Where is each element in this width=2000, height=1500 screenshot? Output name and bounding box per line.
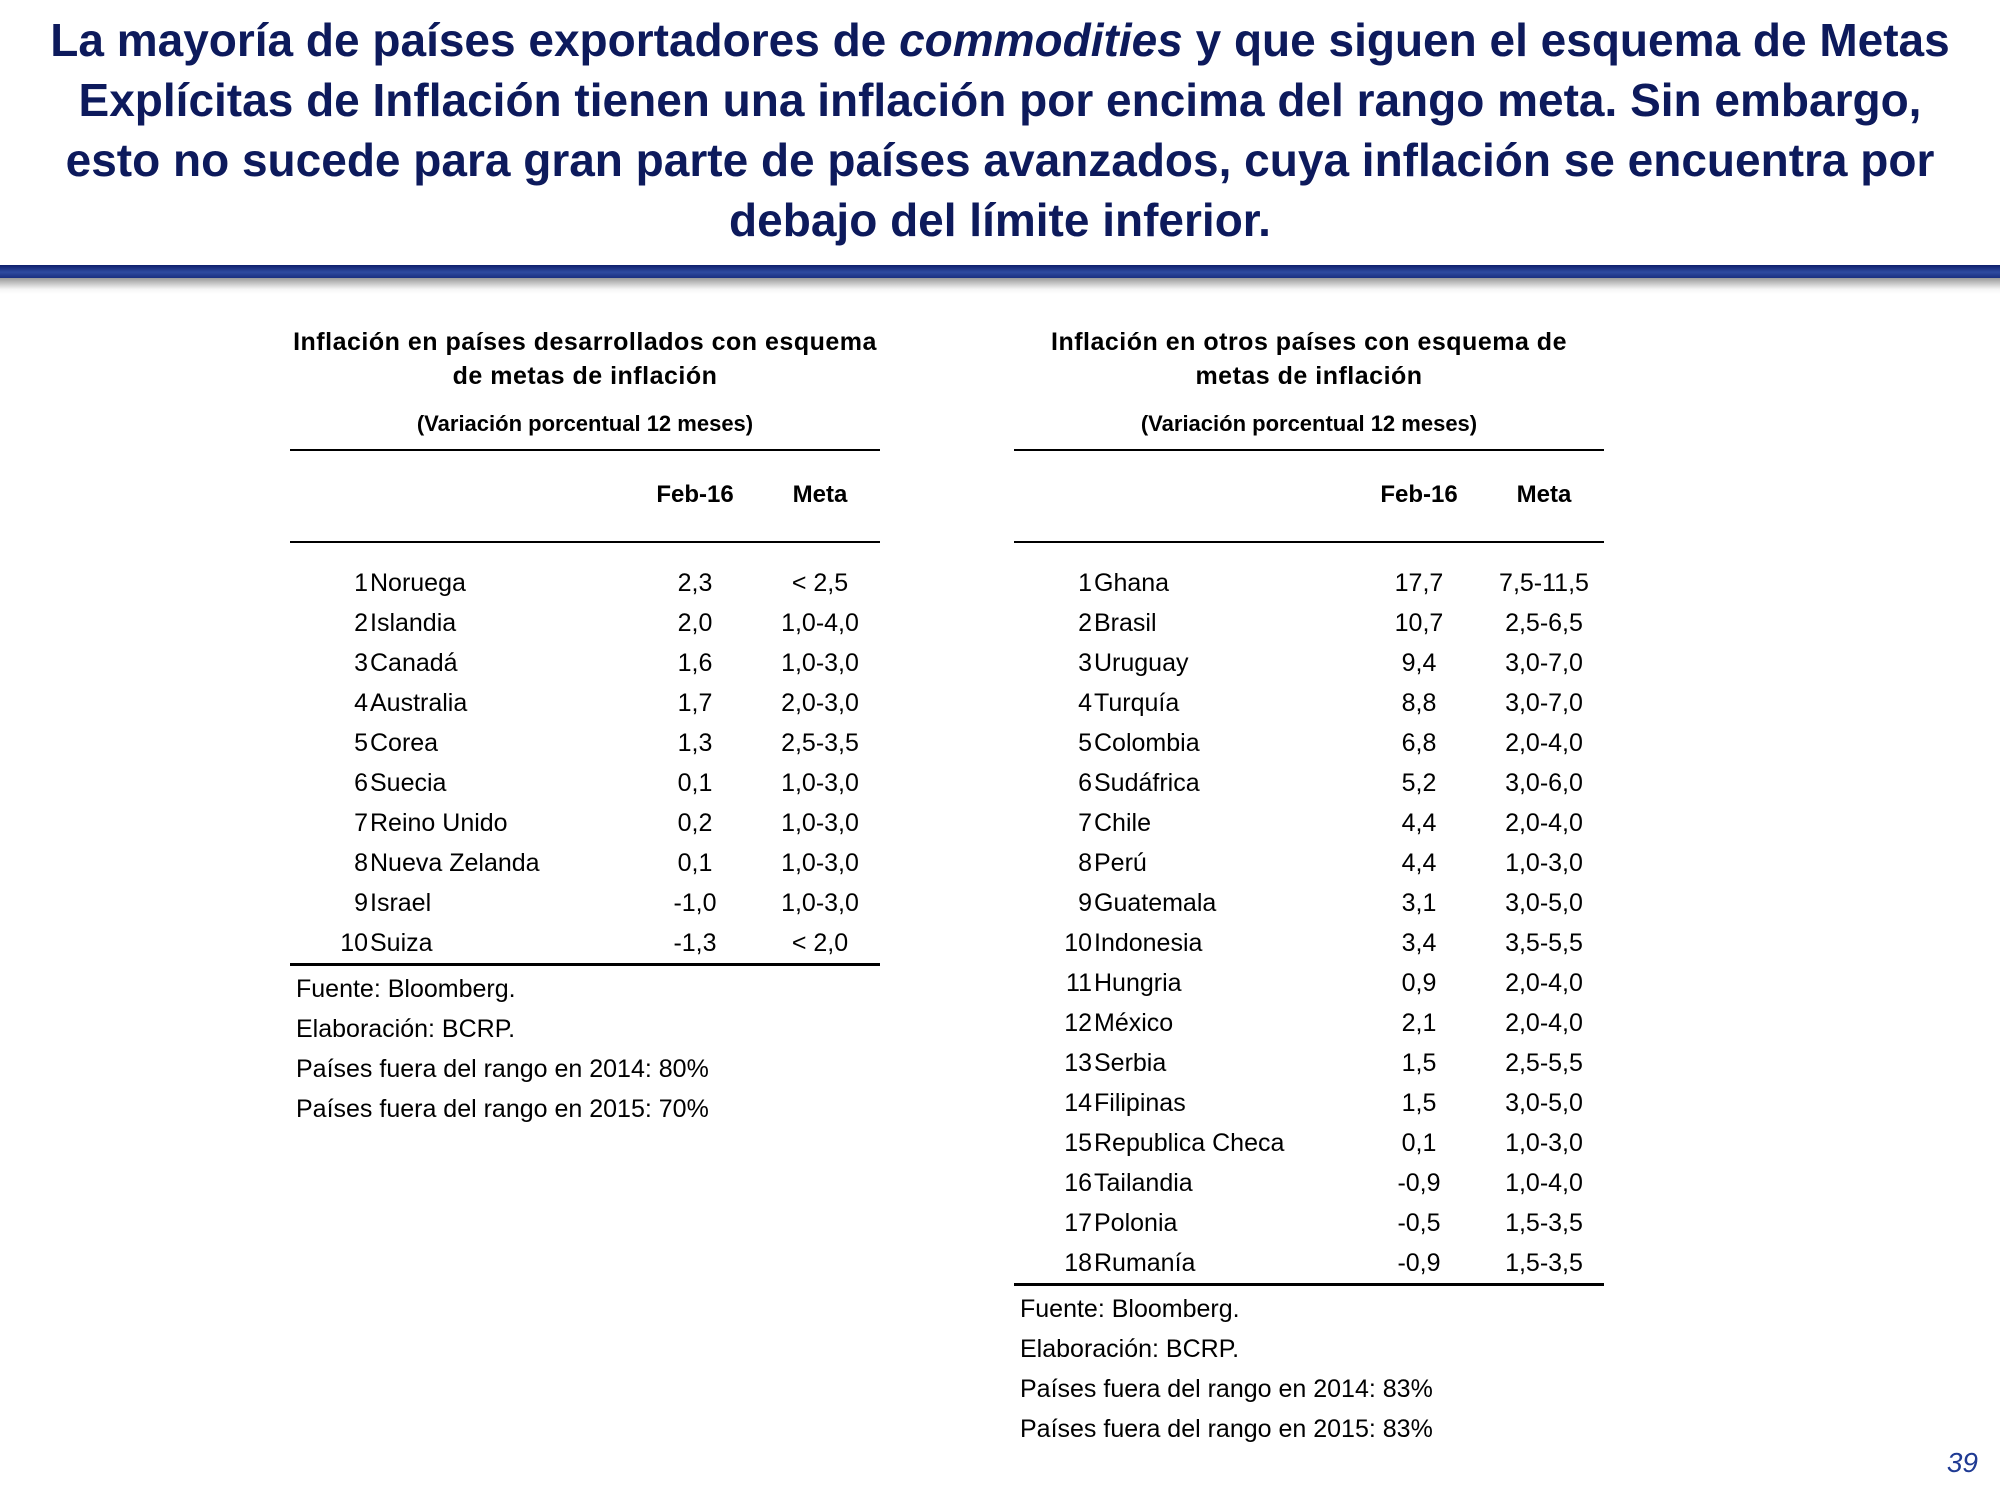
row-feb-value: 10,7 (1394, 609, 1444, 637)
row-country: Perú (1094, 849, 1147, 877)
row-meta-range: 2,5-5,5 (1505, 1049, 1583, 1077)
row-meta-range: 1,0-3,0 (781, 649, 859, 677)
row-meta-range: 1,0-3,0 (1505, 1129, 1583, 1157)
row-meta-range: 2,5-3,5 (781, 729, 859, 757)
row-feb-value: 2,1 (1401, 1009, 1437, 1037)
row-feb-value: 0,1 (677, 769, 713, 797)
row-feb-value: -1,0 (673, 889, 717, 917)
row-number: 5 (354, 729, 368, 757)
table-row (1014, 763, 1604, 803)
table-row (1014, 923, 1604, 963)
col-header-feb: Feb-16 (656, 481, 734, 508)
row-meta-range: 2,0-4,0 (1505, 1009, 1583, 1037)
row-country: Filipinas (1094, 1089, 1186, 1117)
table-body (1014, 543, 1604, 1283)
developed-countries-table (290, 325, 880, 1129)
row-meta-range: 1,0-3,0 (781, 889, 859, 917)
table-notes (290, 966, 880, 1129)
row-feb-value: 4,4 (1401, 849, 1437, 877)
table-row (1014, 1123, 1604, 1163)
row-meta-range: 7,5-11,5 (1499, 569, 1589, 597)
row-country: Polonia (1094, 1209, 1178, 1237)
table-row (1014, 643, 1604, 683)
other-countries-table (1014, 325, 1604, 1449)
row-number: 18 (1064, 1249, 1092, 1277)
row-meta-range: 1,5-3,5 (1505, 1209, 1583, 1237)
row-number: 16 (1064, 1169, 1092, 1197)
row-meta-range: 3,0-7,0 (1505, 649, 1583, 677)
col-header-meta: Meta (1516, 481, 1572, 508)
table-row (290, 683, 880, 723)
row-number: 6 (1078, 769, 1092, 797)
row-meta-range: 3,0-6,0 (1505, 769, 1583, 797)
table-title: Inflación en otros países con esquema de metas de inflación (1051, 328, 1567, 390)
title-divider-shadow (0, 278, 2000, 294)
table-row (290, 643, 880, 683)
table-row (1014, 803, 1604, 843)
row-meta-range: 1,0-3,0 (1505, 849, 1583, 877)
row-country: Hungria (1094, 969, 1182, 997)
row-number: 5 (1078, 729, 1092, 757)
table-notes (1014, 1286, 1604, 1449)
table-note: Países fuera del rango en 2014: 80% (296, 1055, 709, 1083)
table-row (290, 763, 880, 803)
table-row (1014, 883, 1604, 923)
row-meta-range: 1,0-3,0 (781, 809, 859, 837)
row-number: 8 (1078, 849, 1092, 877)
row-meta-range: 3,0-7,0 (1505, 689, 1583, 717)
row-feb-value: 8,8 (1401, 689, 1437, 717)
row-number: 10 (340, 929, 368, 957)
row-number: 14 (1064, 1089, 1092, 1117)
row-feb-value: -0,5 (1397, 1209, 1441, 1237)
row-feb-value: 0,9 (1401, 969, 1437, 997)
table-subtitle: (Variación porcentual 12 meses) (416, 411, 754, 436)
table-row (1014, 1003, 1604, 1043)
row-meta-range: 3,0-5,0 (1505, 889, 1583, 917)
row-number: 7 (354, 809, 368, 837)
table-subtitle: (Variación porcentual 12 meses) (1140, 411, 1478, 436)
row-feb-value: 0,2 (677, 809, 713, 837)
table-note: Elaboración: BCRP. (1020, 1335, 1240, 1363)
row-feb-value: 1,6 (677, 649, 713, 677)
row-feb-value: 2,3 (677, 569, 713, 597)
row-number: 6 (354, 769, 368, 797)
row-number: 9 (354, 889, 368, 917)
row-number: 8 (354, 849, 368, 877)
row-feb-value: 1,7 (677, 689, 713, 717)
row-feb-value: 0,1 (677, 849, 713, 877)
row-meta-range: 2,0-3,0 (781, 689, 859, 717)
row-number: 10 (1064, 929, 1092, 957)
col-header-meta: Meta (792, 481, 848, 508)
row-country: Canadá (370, 649, 458, 677)
row-number: 12 (1064, 1009, 1092, 1037)
row-country: Rumanía (1094, 1249, 1196, 1277)
row-number: 9 (1078, 889, 1092, 917)
table-row (290, 723, 880, 763)
table-row (1014, 723, 1604, 763)
table-row (1014, 1043, 1604, 1083)
row-meta-range: < 2,0 (791, 929, 849, 957)
table-row (290, 843, 880, 883)
row-country: Turquía (1094, 689, 1180, 717)
table-row (290, 603, 880, 643)
row-country: Republica Checa (1094, 1129, 1285, 1157)
row-feb-value: 6,8 (1401, 729, 1437, 757)
row-feb-value: 0,1 (1401, 1129, 1437, 1157)
row-feb-value: 5,2 (1401, 769, 1437, 797)
row-country: Uruguay (1094, 649, 1189, 677)
table-note: Países fuera del rango en 2015: 83% (1020, 1415, 1433, 1443)
row-country: Brasil (1094, 609, 1157, 637)
row-number: 2 (354, 609, 368, 637)
row-meta-range: 3,0-5,0 (1505, 1089, 1583, 1117)
row-feb-value: 4,4 (1401, 809, 1437, 837)
row-country: Tailandia (1094, 1169, 1193, 1197)
row-feb-value: 3,1 (1401, 889, 1437, 917)
row-meta-range: 1,0-4,0 (781, 609, 859, 637)
row-meta-range: 1,0-3,0 (781, 769, 859, 797)
row-feb-value: 17,7 (1394, 569, 1444, 597)
row-country: Indonesia (1094, 929, 1203, 957)
row-meta-range: 2,0-4,0 (1505, 809, 1583, 837)
row-country: Reino Unido (370, 809, 508, 837)
table-body (290, 543, 880, 963)
row-country: Israel (370, 889, 432, 917)
title-part-1: La mayoría de países exportadores de (50, 14, 900, 66)
row-number: 3 (1078, 649, 1092, 677)
table-header (1014, 451, 1604, 541)
row-meta-range: 3,5-5,5 (1505, 929, 1583, 957)
row-feb-value: 1,3 (677, 729, 713, 757)
row-meta-range: < 2,5 (791, 569, 849, 597)
row-country: Islandia (370, 609, 457, 637)
table-row (290, 923, 880, 963)
row-feb-value: 2,0 (677, 609, 713, 637)
table-row (1014, 1203, 1604, 1243)
row-country: Corea (370, 729, 439, 757)
row-country: Sudáfrica (1094, 769, 1200, 797)
title-part-2: y que siguen el esquema de Metas Explícitas de Inflación tienen una inflación por encima del rango meta. Sin embargo, esto no sucede para gran parte de países avanzados, cuya inflación se encuentra por debajo del límite inferior. (65, 14, 1950, 246)
row-feb-value: 9,4 (1401, 649, 1437, 677)
row-feb-value: -0,9 (1397, 1169, 1441, 1197)
row-country: Suiza (370, 929, 433, 957)
table-row (1014, 1083, 1604, 1123)
table-row (1014, 603, 1604, 643)
table-title: Inflación en países desarrollados con esquema de metas de inflación (293, 328, 877, 390)
row-meta-range: 2,0-4,0 (1505, 969, 1583, 997)
row-meta-range: 2,5-6,5 (1505, 609, 1583, 637)
table-row (1014, 1163, 1604, 1203)
slide-title (30, 10, 1970, 250)
page-number: 39 (1946, 1447, 1978, 1478)
row-meta-range: 1,0-4,0 (1505, 1169, 1583, 1197)
title-divider (0, 265, 2000, 278)
row-number: 11 (1066, 969, 1092, 997)
row-country: Nueva Zelanda (370, 849, 540, 877)
row-country: Serbia (1094, 1049, 1167, 1077)
table-row (290, 883, 880, 923)
row-meta-range: 1,0-3,0 (781, 849, 859, 877)
table-row (1014, 843, 1604, 883)
row-meta-range: 2,0-4,0 (1505, 729, 1583, 757)
table-note: Fuente: Bloomberg. (296, 975, 516, 1003)
table-note: Países fuera del rango en 2015: 70% (296, 1095, 709, 1123)
row-number: 4 (1078, 689, 1092, 717)
row-number: 1 (354, 569, 368, 597)
row-number: 3 (354, 649, 368, 677)
col-header-feb: Feb-16 (1380, 481, 1458, 508)
table-note: Fuente: Bloomberg. (1020, 1295, 1240, 1323)
row-number: 17 (1064, 1209, 1092, 1237)
row-number: 2 (1078, 609, 1092, 637)
row-country: Australia (370, 689, 468, 717)
table-row (1014, 683, 1604, 723)
row-country: Chile (1094, 809, 1151, 837)
table-row (1014, 563, 1604, 603)
row-country: México (1094, 1009, 1174, 1037)
row-country: Ghana (1094, 569, 1170, 597)
table-note: Países fuera del rango en 2014: 83% (1020, 1375, 1433, 1403)
row-country: Colombia (1094, 729, 1200, 757)
row-feb-value: 1,5 (1401, 1049, 1437, 1077)
table-row (290, 803, 880, 843)
row-meta-range: 1,5-3,5 (1505, 1249, 1583, 1277)
table-note: Elaboración: BCRP. (296, 1015, 516, 1043)
title-emphasis: commodities (899, 14, 1183, 66)
table-row (1014, 1243, 1604, 1283)
row-feb-value: 1,5 (1401, 1089, 1437, 1117)
row-country: Guatemala (1094, 889, 1217, 917)
row-number: 4 (354, 689, 368, 717)
row-country: Noruega (370, 569, 466, 597)
row-country: Suecia (370, 769, 447, 797)
row-number: 7 (1078, 809, 1092, 837)
table-row (1014, 963, 1604, 1003)
row-number: 1 (1078, 569, 1092, 597)
table-header (290, 451, 880, 541)
row-number: 13 (1064, 1049, 1092, 1077)
row-feb-value: -0,9 (1397, 1249, 1441, 1277)
row-feb-value: -1,3 (673, 929, 717, 957)
row-number: 15 (1064, 1129, 1092, 1157)
table-row (290, 563, 880, 603)
row-feb-value: 3,4 (1401, 929, 1437, 957)
